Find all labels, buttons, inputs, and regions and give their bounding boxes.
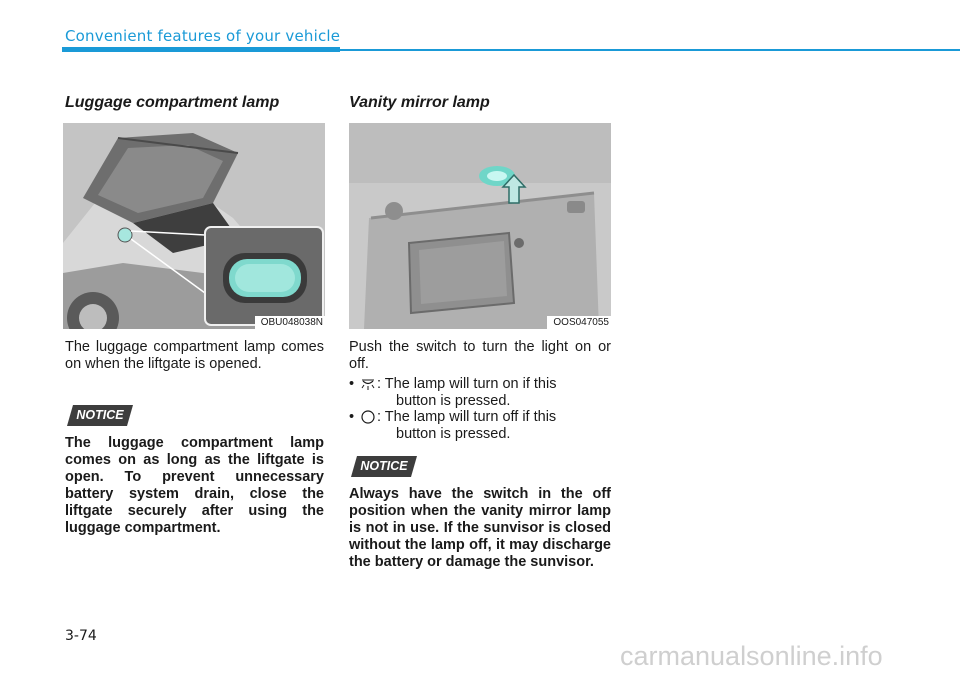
luggage-lamp-illustration (63, 123, 325, 329)
notice-badge (351, 456, 417, 477)
bullet-text: : The lamp will turn off if this (377, 409, 557, 425)
lamp-on-icon (360, 376, 376, 397)
notice-badge (67, 405, 133, 426)
header-accent-bar (62, 47, 340, 52)
bullet-dot: • (349, 409, 355, 425)
watermark: carmanualsonline.info (620, 641, 883, 671)
notice-label: NOTICE (360, 459, 408, 473)
lamp-off-icon (360, 409, 376, 430)
header-rule (340, 49, 960, 51)
vanity-notice-text: Always have the switch in the off position when the vanity mirror lamp is not in use. If the sunvisor is closed without the lamp off, it may discharge the battery or damage the sunvisor. (349, 486, 611, 570)
section-header-title: Convenient features of your vehicle (65, 27, 341, 45)
notice-label: NOTICE (76, 408, 124, 422)
bullet-lamp-off (349, 409, 611, 443)
bullet-text: : The lamp will turn on if this (377, 376, 557, 392)
figure-code: OBU048038N (255, 316, 325, 329)
bullet-text-continued: button is pressed. (396, 426, 511, 442)
luggage-notice-text: The luggage compartment lamp comes on as long as the liftgate is open. To prevent unnecessary battery system drain, close the liftgate securely after using the luggage compartment. (65, 435, 324, 536)
bullet-text-continued: button is pressed. (396, 393, 511, 409)
vanity-lamp-title: Vanity mirror lamp (349, 94, 490, 111)
vanity-mirror-illustration (349, 123, 611, 329)
vanity-lamp-description: Push the switch to turn the light on or off. (349, 339, 611, 372)
bullet-dot: • (349, 376, 355, 392)
luggage-lamp-title: Luggage compartment lamp (65, 94, 280, 111)
luggage-lamp-description: The luggage compartment lamp comes on when the liftgate is opened. (65, 339, 324, 372)
bullet-lamp-on (349, 376, 611, 410)
figure-code: OOS047055 (547, 316, 611, 329)
page-number: 3-74 (65, 628, 97, 644)
